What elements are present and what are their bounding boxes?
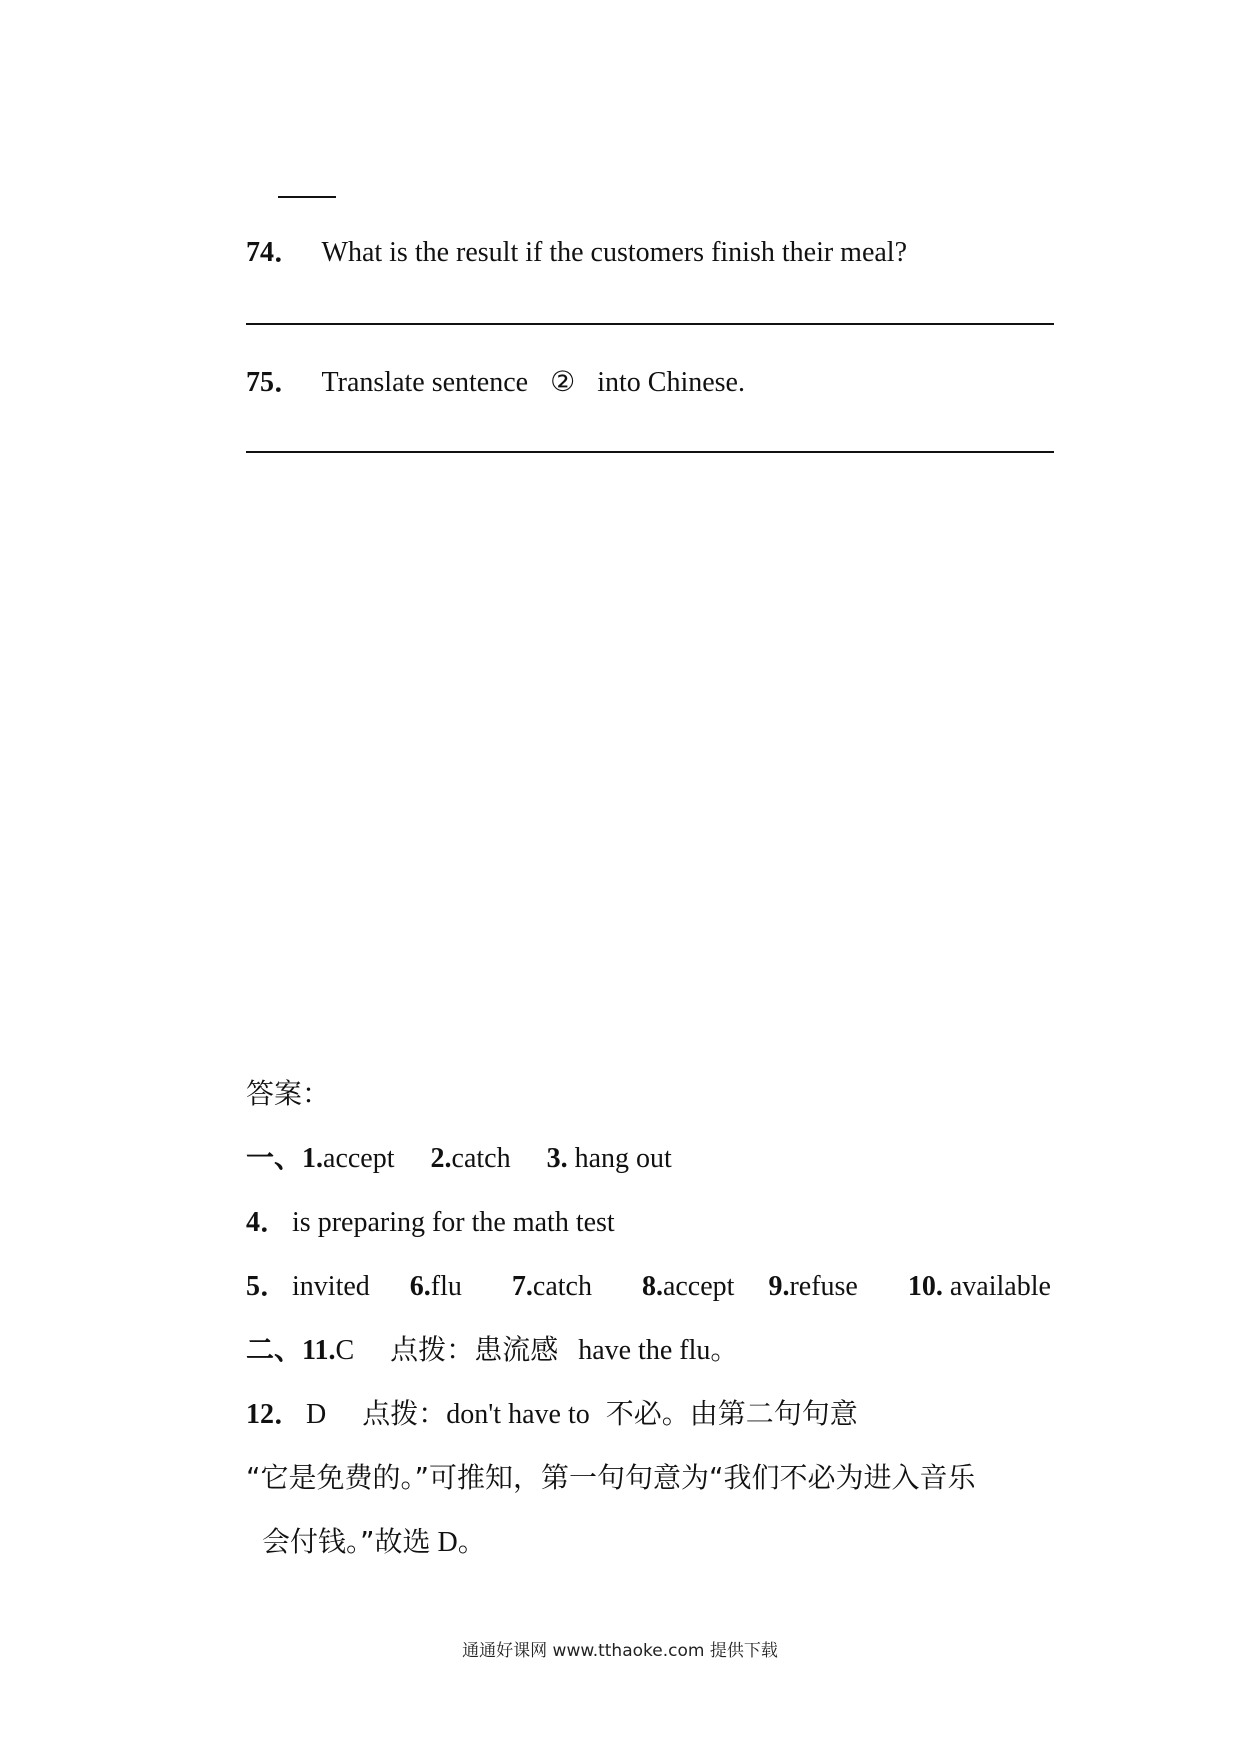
question-text: What is the result if the customers finish their meal? (321, 237, 908, 268)
answer-2: catch (451, 1143, 511, 1174)
answer-line-4: 4． is preparing for the math test (246, 1207, 615, 1238)
answer-12-explanation-2: 会付钱。”故选 D。 (262, 1525, 486, 1558)
circled-number: ② (550, 365, 576, 398)
answer-6: flu (430, 1271, 462, 1302)
section-prefix: 一、 (246, 1141, 303, 1174)
question-74: 74． What is the result if the customers finish their meal? (246, 237, 908, 268)
hint-label: 点拨： (390, 1333, 475, 1366)
question-75: 75． Translate sentence ② into Chinese. (246, 365, 745, 398)
answer-line-5: 5． invited 6.flu 7.catch 8.accept 9.refuse 10. available (246, 1271, 1051, 1302)
answer-section-1: 一、1.accept 2.catch 3. hang out (246, 1141, 672, 1174)
answer-10: available (942, 1271, 1051, 1302)
answer-line-74 (246, 323, 1054, 325)
question-number: 74 (246, 237, 274, 268)
blank-underline-top (278, 196, 336, 198)
question-text-after: into Chinese. (597, 367, 745, 398)
answer-line-12: 12． D 点拨：don't have to 不必。由第二句句意 (246, 1397, 858, 1430)
hint-label: 点拨： (362, 1397, 447, 1430)
answer-4: is preparing for the math test (292, 1207, 615, 1238)
answer-9: refuse (789, 1271, 858, 1302)
answer-5: invited (292, 1271, 370, 1302)
answer-8: accept (662, 1271, 735, 1302)
answer-7: catch (532, 1271, 592, 1302)
answer-3: hang out (567, 1143, 672, 1174)
question-number: 75 (246, 367, 274, 398)
answer-section-2: 二、11.C 点拨：患流感 have the flu。 (246, 1333, 739, 1366)
answer-12-explanation-1: “它是免费的。”可推知，第一句句意为“我们不必为进入音乐 (246, 1461, 976, 1494)
question-text-before: Translate sentence (321, 367, 529, 398)
answer-12-choice: D (306, 1399, 327, 1430)
answer-1: accept (323, 1143, 395, 1174)
answers-heading: 答案： (246, 1077, 331, 1110)
answer-11-choice: C (335, 1335, 355, 1366)
footer-source: 通通好课网 www.tthaoke.com 提供下载 (462, 1641, 778, 1661)
section-prefix: 二、 (246, 1333, 303, 1366)
answer-line-75 (246, 451, 1054, 453)
